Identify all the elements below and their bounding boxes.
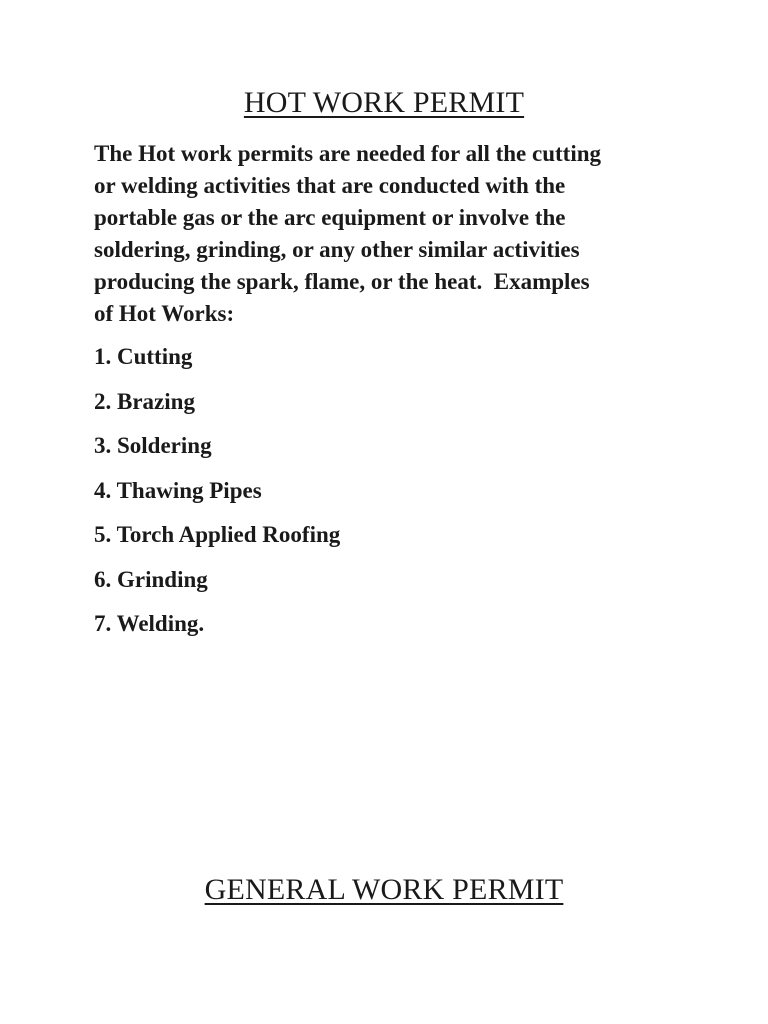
- list-item: 5. Torch Applied Roofing: [94, 522, 341, 547]
- list-item: 2. Brazing: [94, 388, 195, 414]
- intro-line: The Hot work permits are needed for all the cutting: [94, 141, 602, 166]
- intro-paragraph: [94, 138, 684, 330]
- hot-work-examples-list: [94, 341, 340, 653]
- section-title: GENERAL WORK PERMIT: [204, 873, 564, 906]
- list-item: 1. Cutting: [94, 344, 193, 369]
- page-title: HOT WORK PERMIT: [243, 86, 525, 119]
- list-item: 7. Welding.: [94, 611, 205, 636]
- intro-line: soldering, grinding, or any other similar activities: [94, 237, 580, 262]
- list-item: 3. Soldering: [94, 433, 212, 458]
- intro-line: producing the spark, flame, or the heat. Examples: [94, 269, 590, 294]
- list-item: 4. Thawing Pipes: [94, 477, 262, 503]
- intro-line: of Hot Works:: [94, 301, 235, 326]
- list-item: 6. Grinding: [94, 566, 208, 592]
- intro-line: or welding activities that are conducted with the: [94, 173, 566, 198]
- intro-line: portable gas or the arc equipment or involve the: [94, 205, 566, 230]
